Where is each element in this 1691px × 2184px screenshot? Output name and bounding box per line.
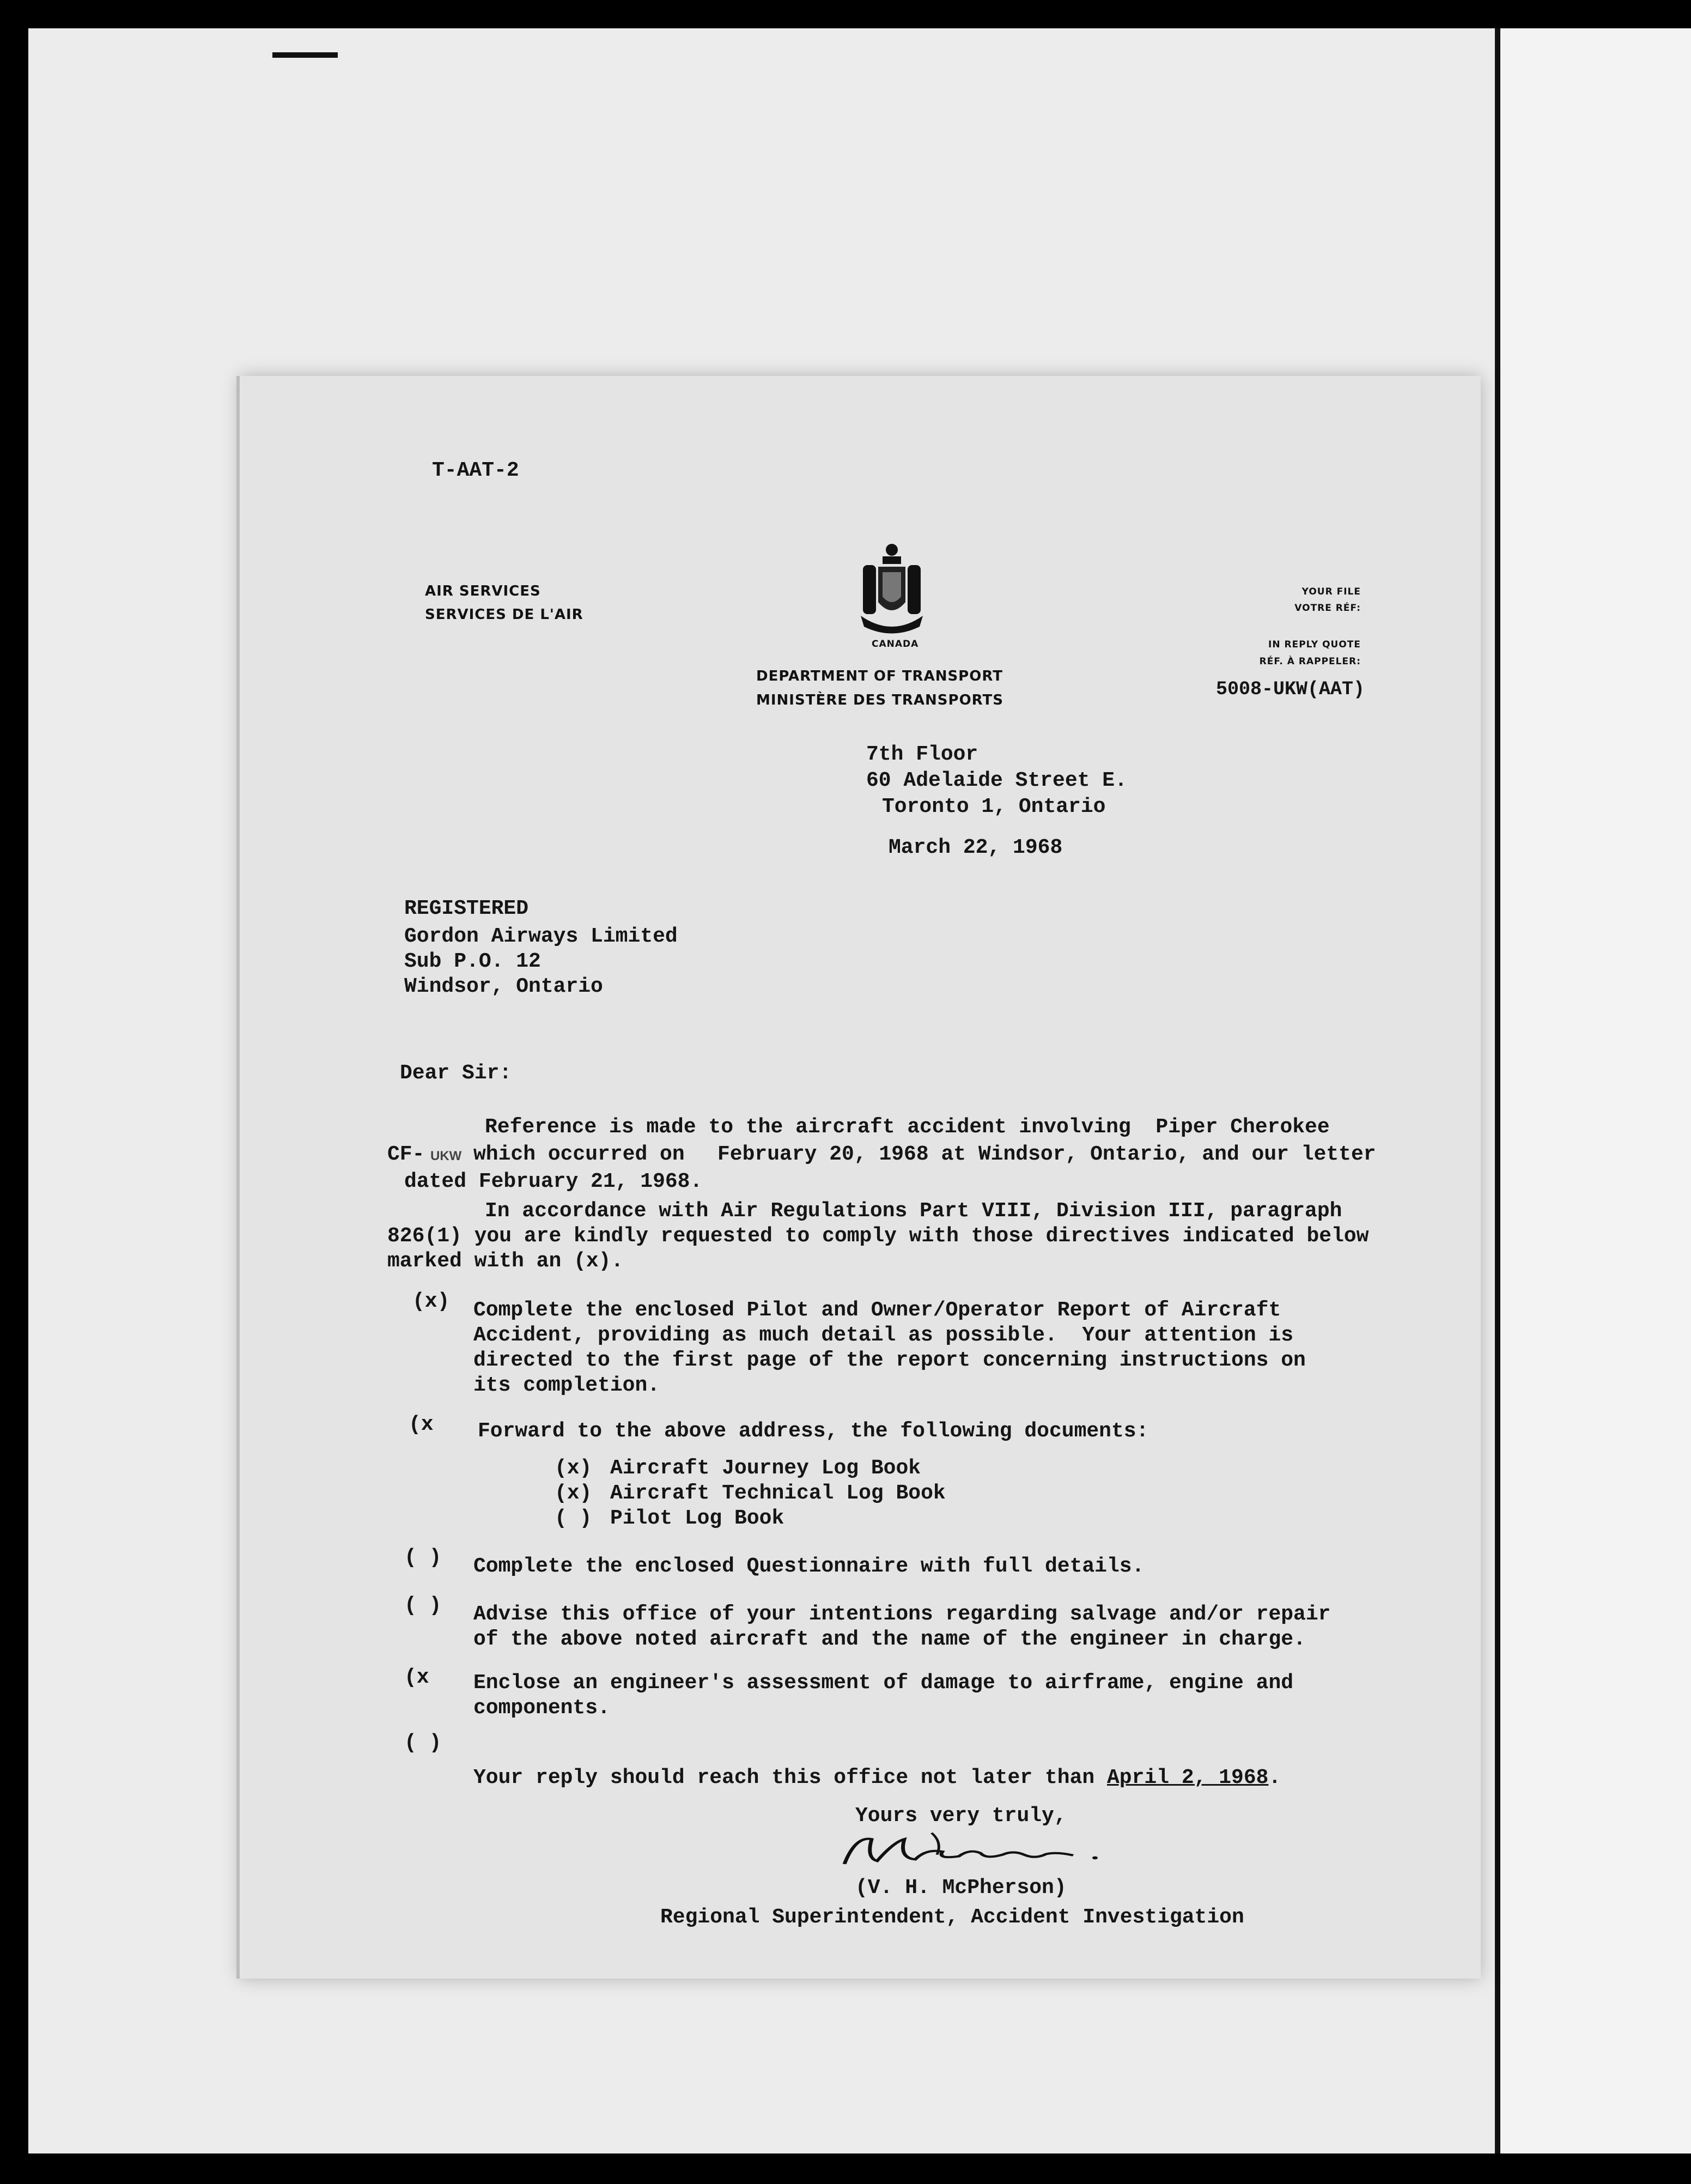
salutation: Dear Sir:: [400, 1061, 512, 1085]
paragraph1-line2b: February 20, 1968 at Windsor, Ontario, and our letter: [717, 1143, 1376, 1166]
document-label: Pilot Log Book: [610, 1507, 784, 1530]
file-reference: 5008-UKW(AAT): [1216, 678, 1365, 700]
reply-quote-en: IN REPLY QUOTE: [1268, 639, 1361, 650]
paragraph2-line1: In accordance with Air Regulations Part VIII, Division III, paragraph: [485, 1199, 1342, 1223]
signer-name: (V. H. McPherson): [855, 1876, 1067, 1900]
your-file-fr: VOTRE RÉF:: [1294, 603, 1361, 614]
directive-text: Forward to the above address, the following documents:: [478, 1419, 1149, 1443]
directive-text: Complete the enclosed Pilot and Owner/Operator Report of Aircraft: [473, 1299, 1281, 1322]
department-fr: MINISTÈRE DES TRANSPORTS: [756, 692, 1003, 708]
recipient-address-2: Windsor, Ontario: [404, 975, 603, 998]
document-checkbox: ( ): [555, 1507, 592, 1530]
directive-text: its completion.: [473, 1374, 660, 1397]
registration-handwritten: UKW: [430, 1149, 462, 1163]
directive-checkbox: (x): [412, 1290, 450, 1313]
paragraph1-line3: dated February 21, 1968.: [404, 1170, 703, 1193]
directive-checkbox: ( ): [404, 1594, 442, 1617]
directive-text: components.: [473, 1696, 610, 1720]
directive-checkbox: ( ): [404, 1546, 442, 1569]
branch-en: AIR SERVICES: [425, 583, 541, 599]
signer-title: Regional Superintendent, Accident Investigation: [660, 1906, 1244, 1929]
document-checkbox: (x): [555, 1482, 592, 1505]
deadline-text: [473, 1768, 1281, 1788]
directive-text: Enclose an engineer's assessment of damage to airframe, engine and: [473, 1671, 1294, 1695]
paragraph2-line2: 826(1) you are kindly requested to comply with those directives indicated below: [387, 1224, 1369, 1248]
directive-text: Accident, providing as much detail as possible. Your attention is: [473, 1324, 1294, 1347]
document-checkbox: (x): [555, 1457, 592, 1480]
recipient-name: Gordon Airways Limited: [404, 925, 678, 948]
directive-text: Advise this office of your intentions regarding salvage and/or repair: [473, 1603, 1331, 1626]
paragraph1-line1: Reference is made to the aircraft accident involving Piper Cherokee: [485, 1115, 1330, 1139]
paragraph1-cf: CF-: [387, 1143, 425, 1166]
letter-date: March 22, 1968: [889, 836, 1063, 859]
deadline-period: .: [1268, 1766, 1281, 1789]
directive-text: of the above noted aircraft and the name of the engineer in charge.: [473, 1628, 1306, 1651]
country-label: CANADA: [872, 639, 919, 650]
branch-fr: SERVICES DE L'AIR: [425, 606, 583, 623]
directive-checkbox: (x: [409, 1413, 434, 1436]
directive-text: directed to the first page of the report concerning instructions on: [473, 1349, 1306, 1372]
directive-checkbox: ( ): [404, 1731, 442, 1755]
department-en: DEPARTMENT OF TRANSPORT: [756, 668, 1003, 684]
closing: Yours very truly,: [855, 1804, 1067, 1828]
signature: [834, 1830, 1106, 1873]
recipient-address-1: Sub P.O. 12: [404, 950, 541, 973]
directive-text: Complete the enclosed Questionnaire with full details.: [473, 1555, 1145, 1578]
canada-coat-of-arms-icon: [855, 542, 928, 635]
registered-label: REGISTERED: [404, 897, 529, 920]
document-label: Aircraft Journey Log Book: [610, 1457, 921, 1480]
address-line-1: 7th Floor: [866, 743, 978, 766]
form-code: T-AAT-2: [432, 459, 519, 482]
paragraph2-line3: marked with an (x).: [387, 1249, 624, 1273]
address-line-3: Toronto 1, Ontario: [882, 795, 1106, 818]
directive-checkbox: (x: [404, 1666, 429, 1689]
your-file-en: YOUR FILE: [1301, 586, 1361, 597]
paragraph1-line2a: which occurred on: [473, 1143, 685, 1166]
deadline-lead: Your reply should reach this office not later than: [473, 1766, 1095, 1789]
address-line-2: 60 Adelaide Street E.: [866, 769, 1127, 792]
document-label: Aircraft Technical Log Book: [610, 1482, 946, 1505]
deadline-date: April 2, 1968: [1107, 1766, 1269, 1789]
reply-quote-fr: RÉF. À RAPPELER:: [1259, 656, 1361, 667]
